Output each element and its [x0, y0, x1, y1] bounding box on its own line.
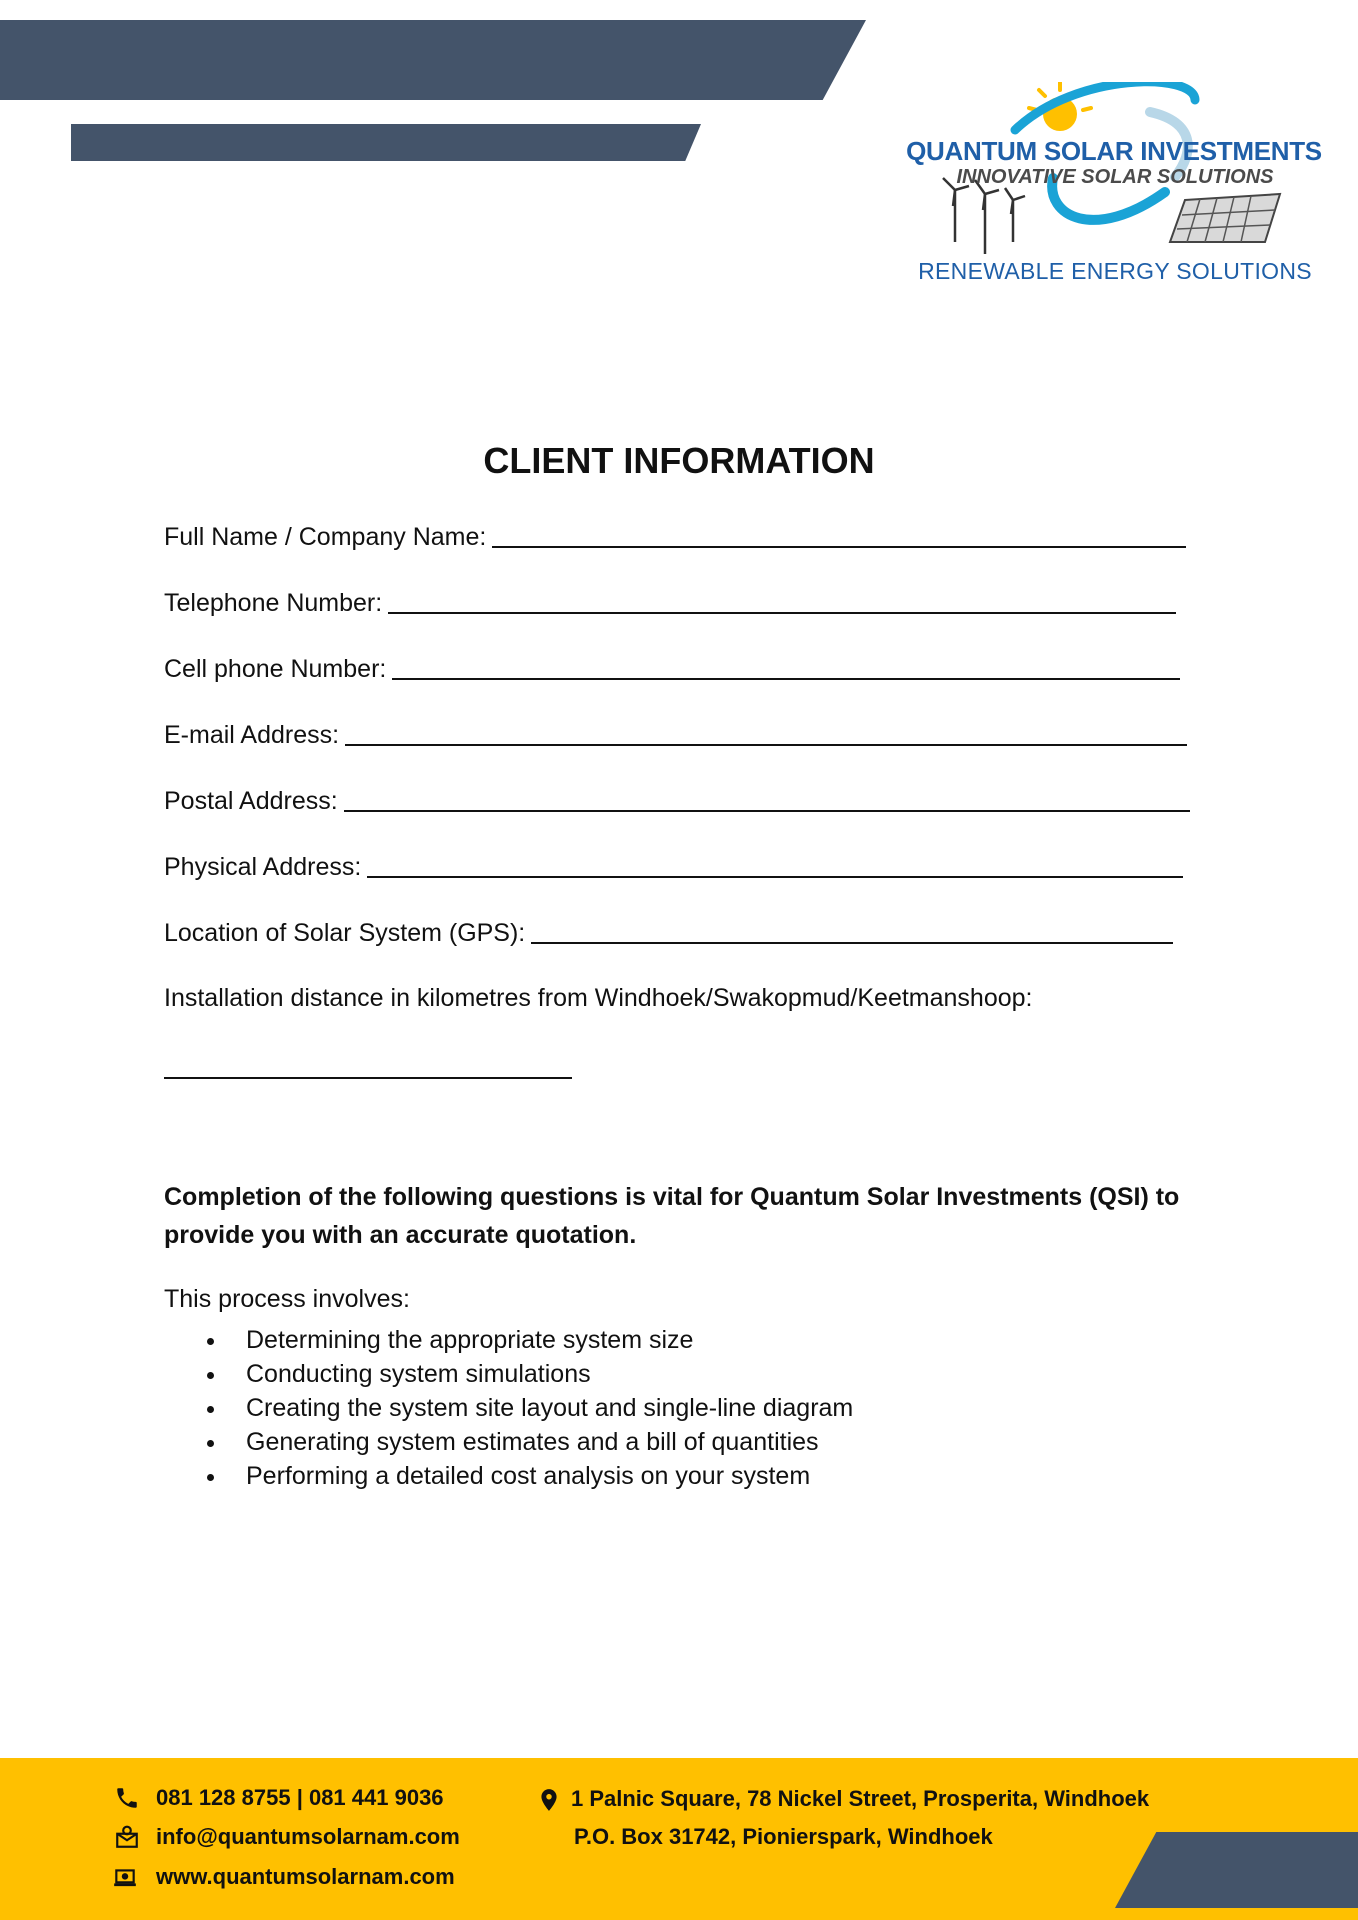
cellphone-field[interactable]: [164, 654, 1180, 688]
web-icon: [112, 1865, 138, 1891]
physical-address-input-line[interactable]: [367, 852, 1183, 878]
email-input-line[interactable]: [345, 720, 1187, 746]
footer-phone[interactable]: 081 128 8755 | 081 441 9036: [156, 1785, 444, 1810]
list-item-text: Generating system estimates and a bill of quantities: [246, 1428, 819, 1456]
postal-address-input-line[interactable]: [344, 786, 1190, 812]
gps-location-field[interactable]: [164, 918, 1173, 952]
footer-email[interactable]: info@quantumsolarnam.com: [156, 1824, 460, 1849]
process-list: [164, 1323, 853, 1493]
full-name-field[interactable]: [164, 522, 1186, 556]
list-item-text: Conducting system simulations: [246, 1360, 591, 1388]
installation-distance-input-line[interactable]: [164, 1053, 572, 1079]
list-item-text: Determining the appropriate system size: [246, 1326, 694, 1354]
physical-address-field[interactable]: [164, 852, 1183, 886]
bullet-icon: [207, 1406, 214, 1413]
company-logo: [895, 82, 1335, 292]
field-label: Postal Address:: [164, 787, 338, 815]
bullet-icon: [207, 1440, 214, 1447]
list-item: [164, 1357, 853, 1391]
process-intro: This process involves:: [164, 1285, 410, 1313]
email-field[interactable]: [164, 720, 1187, 754]
field-label: Location of Solar System (GPS):: [164, 919, 526, 947]
field-label: Installation distance in kilometres from Windhoek/Swakopmud/Keetmanshoop:: [164, 984, 1033, 1012]
company-subtitle: INNOVATIVE SOLAR SOLUTIONS: [956, 166, 1274, 188]
footer-address-line2: P.O. Box 31742, Pionierspark, Windhoek: [574, 1824, 993, 1849]
header-band-top: [0, 20, 866, 100]
installation-distance-field: [164, 984, 1033, 1018]
telephone-input-line[interactable]: [388, 588, 1176, 614]
field-label: Telephone Number:: [164, 589, 383, 617]
list-item: [164, 1425, 853, 1459]
field-label: E-mail Address:: [164, 721, 340, 749]
footer-address-line1: 1 Palnic Square, 78 Nickel Street, Prosperita, Windhoek: [571, 1786, 1150, 1811]
company-name: QUANTUM SOLAR INVESTMENTS: [906, 136, 1322, 166]
header-band-second: [71, 124, 701, 161]
postal-address-field[interactable]: [164, 786, 1190, 820]
list-item-text: Performing a detailed cost analysis on your system: [246, 1462, 811, 1490]
list-item-text: Creating the system site layout and single-line diagram: [246, 1394, 854, 1422]
email-icon: [114, 1824, 140, 1850]
field-label: Physical Address:: [164, 853, 362, 881]
telephone-field[interactable]: [164, 588, 1176, 622]
list-item: [164, 1459, 853, 1493]
location-icon: [536, 1787, 562, 1813]
field-label: Cell phone Number:: [164, 655, 387, 683]
page-title: CLIENT INFORMATION: [483, 440, 875, 481]
field-label: Full Name / Company Name:: [164, 523, 487, 551]
list-item: [164, 1323, 853, 1357]
bullet-icon: [207, 1372, 214, 1379]
list-item: [164, 1391, 853, 1425]
footer-band: [1115, 1832, 1358, 1908]
cellphone-input-line[interactable]: [392, 654, 1180, 680]
bullet-icon: [207, 1474, 214, 1481]
footer-website[interactable]: www.quantumsolarnam.com: [156, 1864, 455, 1889]
full-name-input-line[interactable]: [492, 522, 1186, 548]
phone-icon: [114, 1785, 140, 1811]
company-tagline: RENEWABLE ENERGY SOLUTIONS: [918, 258, 1312, 284]
quotation-notice: Completion of the following questions is vital for Quantum Solar Investments (QSI) to provide you with an accurate quotation.: [164, 1183, 1180, 1249]
bullet-icon: [207, 1338, 214, 1345]
gps-location-input-line[interactable]: [531, 918, 1173, 944]
